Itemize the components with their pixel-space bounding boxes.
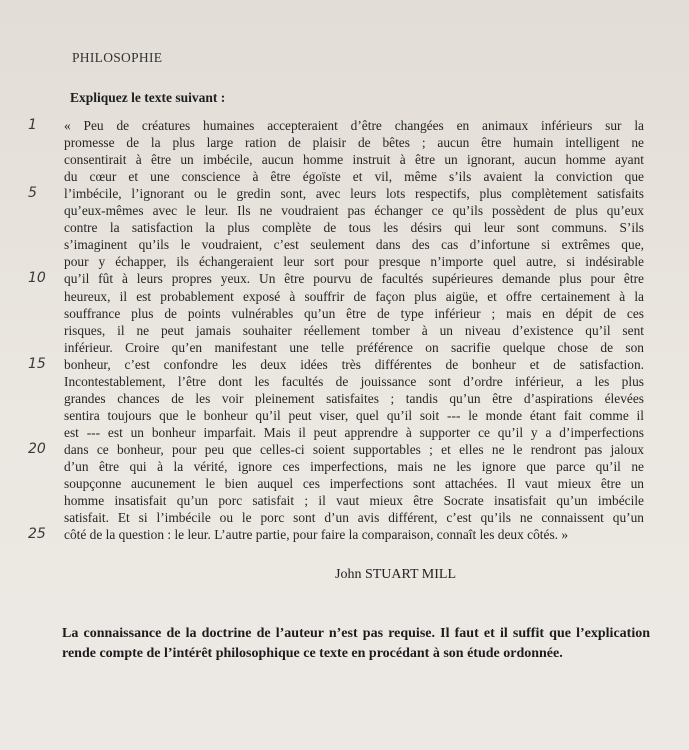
- passage-line: soupçonne aucunement le bien auquel ces imperfections sont attachées. Il vaut mieux être un: [64, 476, 644, 492]
- exam-note: La connaissance de la doctrine de l’auteur n’est pas requise. Il faut et il suffit que l’explication rende compte de l’intérêt philosophique ce texte en procédant à son étude ordonnée.: [62, 626, 650, 661]
- line-number: 15: [28, 355, 46, 372]
- line-number: 5: [28, 185, 37, 202]
- passage-line: sentira toujours que le bonheur qu’il peut viser, quel qu’il soit --- le monde étant fait comme il: [64, 407, 644, 423]
- passage-line: consentirait à être un imbécile, aucun homme instruit à être un ignorant, aucun homme ayant: [64, 152, 644, 168]
- passage-line: risques, il ne peut jamais souhaiter réellement tomber à un niveau d’existence qu’il sent: [64, 322, 644, 338]
- passage-line: l’imbécile, l’ignorant ou le gredin sont, avec leurs lots respectifs, plus complètement satisfaits: [64, 186, 644, 202]
- line-number: 25: [28, 526, 46, 543]
- passage-line: côté de la question : le leur. L’autre partie, pour faire la comparaison, connaît les deux côtés. »: [64, 527, 569, 543]
- subject-heading: PHILOSOPHIE: [72, 50, 163, 65]
- passage-line: s’imaginent qu’ils le voudraient, c’est seulement dans des cas d’infortune si extrêmes que,: [64, 237, 644, 253]
- line-number: 10: [28, 270, 46, 287]
- passage-line: pour y échapper, ils échangeraient leur sort pour presque n’importe quel autre, si indésirable: [64, 254, 644, 270]
- instruction-heading: Expliquez le texte suivant :: [70, 90, 226, 105]
- passage-line: contre la satisfaction la plus complète de tous les désirs qui leur sont communs. S’ils: [64, 220, 644, 236]
- passage-line: Incontestablement, l’être dont les facultés de jouissance sont d’ordre inférieur, a les plus: [64, 373, 644, 389]
- passage-line: du cœur et une conscience à être égoïste et vil, même s’ils avaient la conviction que: [64, 169, 644, 185]
- passage-line: promesse de la plus large ration de plaisir de bêtes ; aucun être humain intelligent ne: [64, 135, 644, 151]
- passage-line: souffrance plus de points vulnérables qu’un être de type inférieur ; mais en dépit de ces: [64, 305, 644, 321]
- passage-line: grandes chances de les voir pleinement satisfaites ; tandis qu’un être d’aspirations élevées: [64, 390, 644, 406]
- passage-line: qu’il fût à leurs propres yeux. Un être pourvu de facultés supérieures demande plus pour être: [64, 271, 644, 287]
- line-number: 20: [28, 440, 46, 457]
- passage-line: dans ce bonheur, pour peu que celles-ci soient supportables ; et elles ne le rendront pas jaloux: [64, 441, 644, 457]
- passage-line: bonheur, c’est confondre les deux idées très différentes de bonheur et de satisfaction.: [64, 356, 644, 372]
- passage-line: qu’eux-mêmes avec le leur. Ils ne voudraient pas échanger ce qu’ils possèdent de plus qu’eux: [64, 203, 644, 219]
- passage-line: satisfait. Et si l’imbécile ou le porc sont d’un avis différent, c’est qu’ils ne connaissent qu’un: [64, 510, 644, 526]
- passage-line: homme insatisfait qu’un porc satisfait ; il vaut mieux être Socrate insatisfait qu’un imbécile: [64, 493, 644, 509]
- passage-line: « Peu de créatures humaines accepteraient d’être changées en animaux inférieurs sur la: [64, 118, 644, 133]
- passage-line: est --- est un bonheur imparfait. Mais il peut apprendre à supporter ce qu’il y a d’imperfections: [64, 424, 644, 440]
- passage-line: heureux, il est probablement exposé à souffrir de façon plus aigüe, et offre certainement à la: [64, 288, 644, 304]
- line-number: 1: [28, 117, 37, 133]
- passage-line: d’un être qui à la vérité, ignore ces imperfections, mais ne les ignore que parce qu’il ne: [64, 459, 644, 474]
- author-name: John STUART MILL: [335, 567, 457, 582]
- passage-line: inférieur. Croire qu’en manifestant une telle préférence on sacrifie quelque chose de son: [64, 339, 644, 355]
